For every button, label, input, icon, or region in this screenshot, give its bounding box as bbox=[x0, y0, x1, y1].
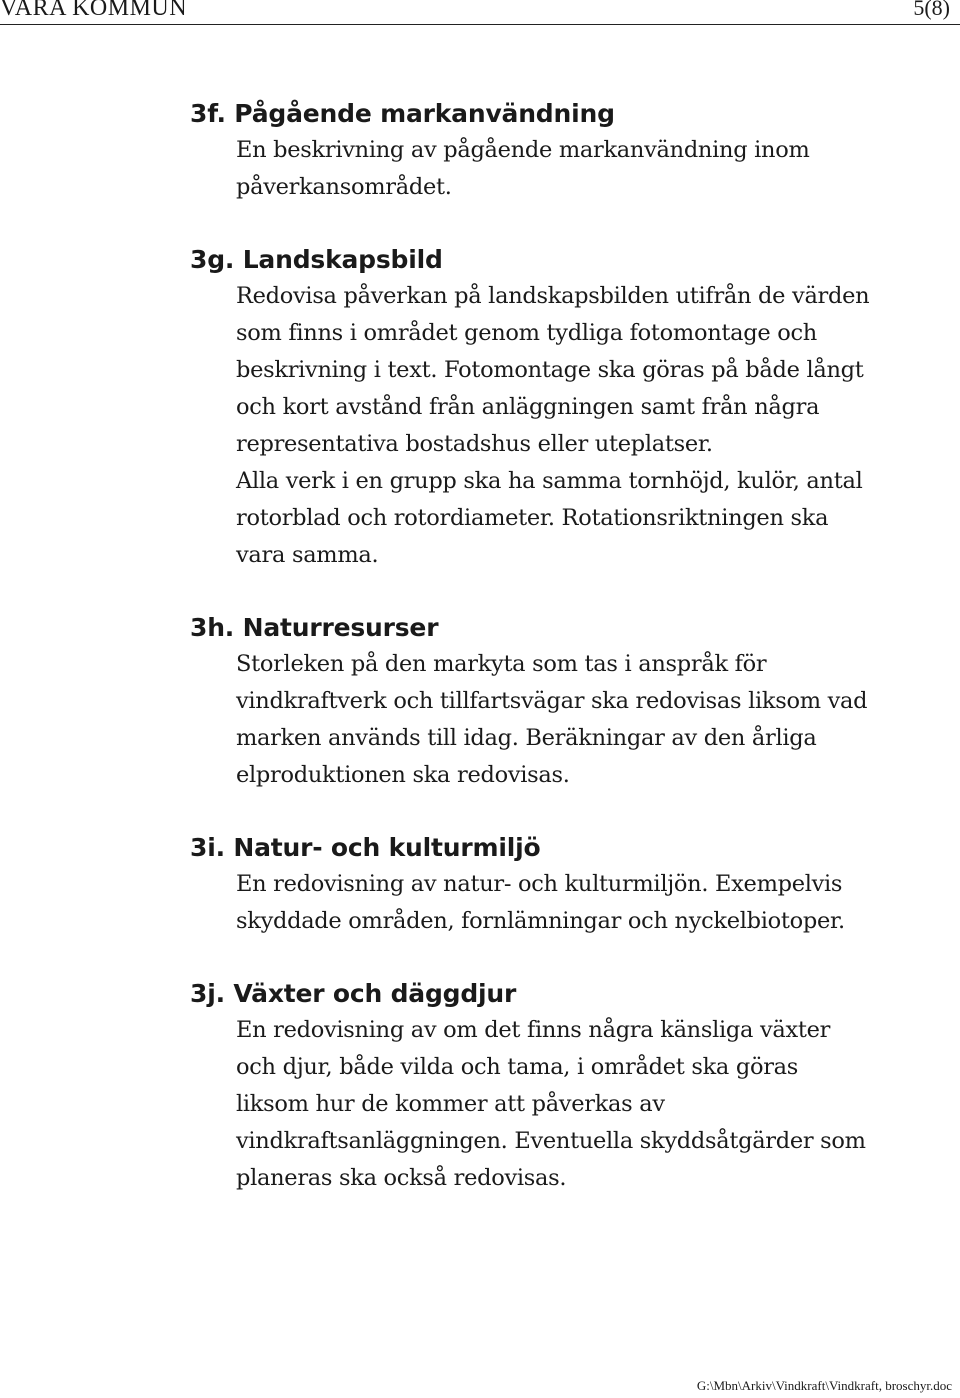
text-line: vindkraftsanläggningen. Eventuella skyddsåtgärder som bbox=[236, 1128, 866, 1154]
header-rule bbox=[0, 24, 960, 25]
section-text bbox=[190, 278, 950, 574]
footer-file-path: G:\Mbn\Arkiv\Vindkraft\Vindkraft, broschyr.doc bbox=[696, 1378, 952, 1393]
text-line: elproduktionen ska redovisas. bbox=[236, 762, 570, 788]
organization-name: VARA KOMMUN bbox=[0, 0, 188, 21]
text-line: representativa bostadshus eller uteplatser. bbox=[236, 431, 713, 457]
section-heading: 3f. Pågående markanvändning bbox=[190, 99, 615, 128]
section-3g bbox=[190, 242, 950, 574]
section-heading: 3h. Naturresurser bbox=[190, 613, 439, 642]
section-heading: 3j. Växter och däggdjur bbox=[190, 979, 517, 1008]
page-indicator: 5(8) bbox=[913, 0, 950, 20]
section-text bbox=[190, 132, 950, 206]
section-3i bbox=[190, 830, 950, 940]
text-line: Redovisa påverkan på landskapsbilden utifrån de värden bbox=[236, 283, 870, 309]
document-body bbox=[190, 96, 950, 1233]
text-line: En redovisning av om det finns några känsliga växter bbox=[236, 1017, 831, 1043]
text-line: marken används till idag. Beräkningar av den årliga bbox=[236, 725, 817, 751]
section-heading: 3i. Natur- och kulturmiljö bbox=[190, 833, 541, 862]
text-line: och djur, både vilda och tama, i området ska göras bbox=[236, 1054, 799, 1080]
text-line: Alla verk i en grupp ska ha samma tornhöjd, kulör, antal bbox=[236, 468, 863, 494]
page-header bbox=[0, 0, 960, 26]
text-line: skyddade områden, fornlämningar och nyckelbiotoper. bbox=[236, 908, 845, 934]
text-line: rotorblad och rotordiameter. Rotationsriktningen ska bbox=[236, 505, 829, 531]
text-line: påverkansområdet. bbox=[236, 174, 452, 200]
section-heading: 3g. Landskapsbild bbox=[190, 245, 443, 274]
text-line: liksom hur de kommer att påverkas av bbox=[236, 1091, 665, 1117]
text-line: beskrivning i text. Fotomontage ska göras på både långt bbox=[236, 357, 864, 383]
text-line: En beskrivning av pågående markanvändning inom bbox=[236, 137, 810, 163]
text-line: och kort avstånd från anläggningen samt från några bbox=[236, 394, 820, 420]
section-3f bbox=[190, 96, 950, 206]
section-text bbox=[190, 1012, 950, 1197]
text-line: Storleken på den markyta som tas i anspråk för bbox=[236, 651, 767, 677]
section-3h bbox=[190, 610, 950, 794]
section-3j bbox=[190, 976, 950, 1197]
text-line: planeras ska också redovisas. bbox=[236, 1165, 567, 1191]
section-text bbox=[190, 866, 950, 940]
text-line: som finns i området genom tydliga fotomontage och bbox=[236, 320, 817, 346]
section-text bbox=[190, 646, 950, 794]
text-line: vara samma. bbox=[236, 542, 379, 568]
text-line: En redovisning av natur- och kulturmiljön. Exempelvis bbox=[236, 871, 843, 897]
text-line: vindkraftverk och tillfartsvägar ska redovisas liksom vad bbox=[236, 688, 868, 714]
